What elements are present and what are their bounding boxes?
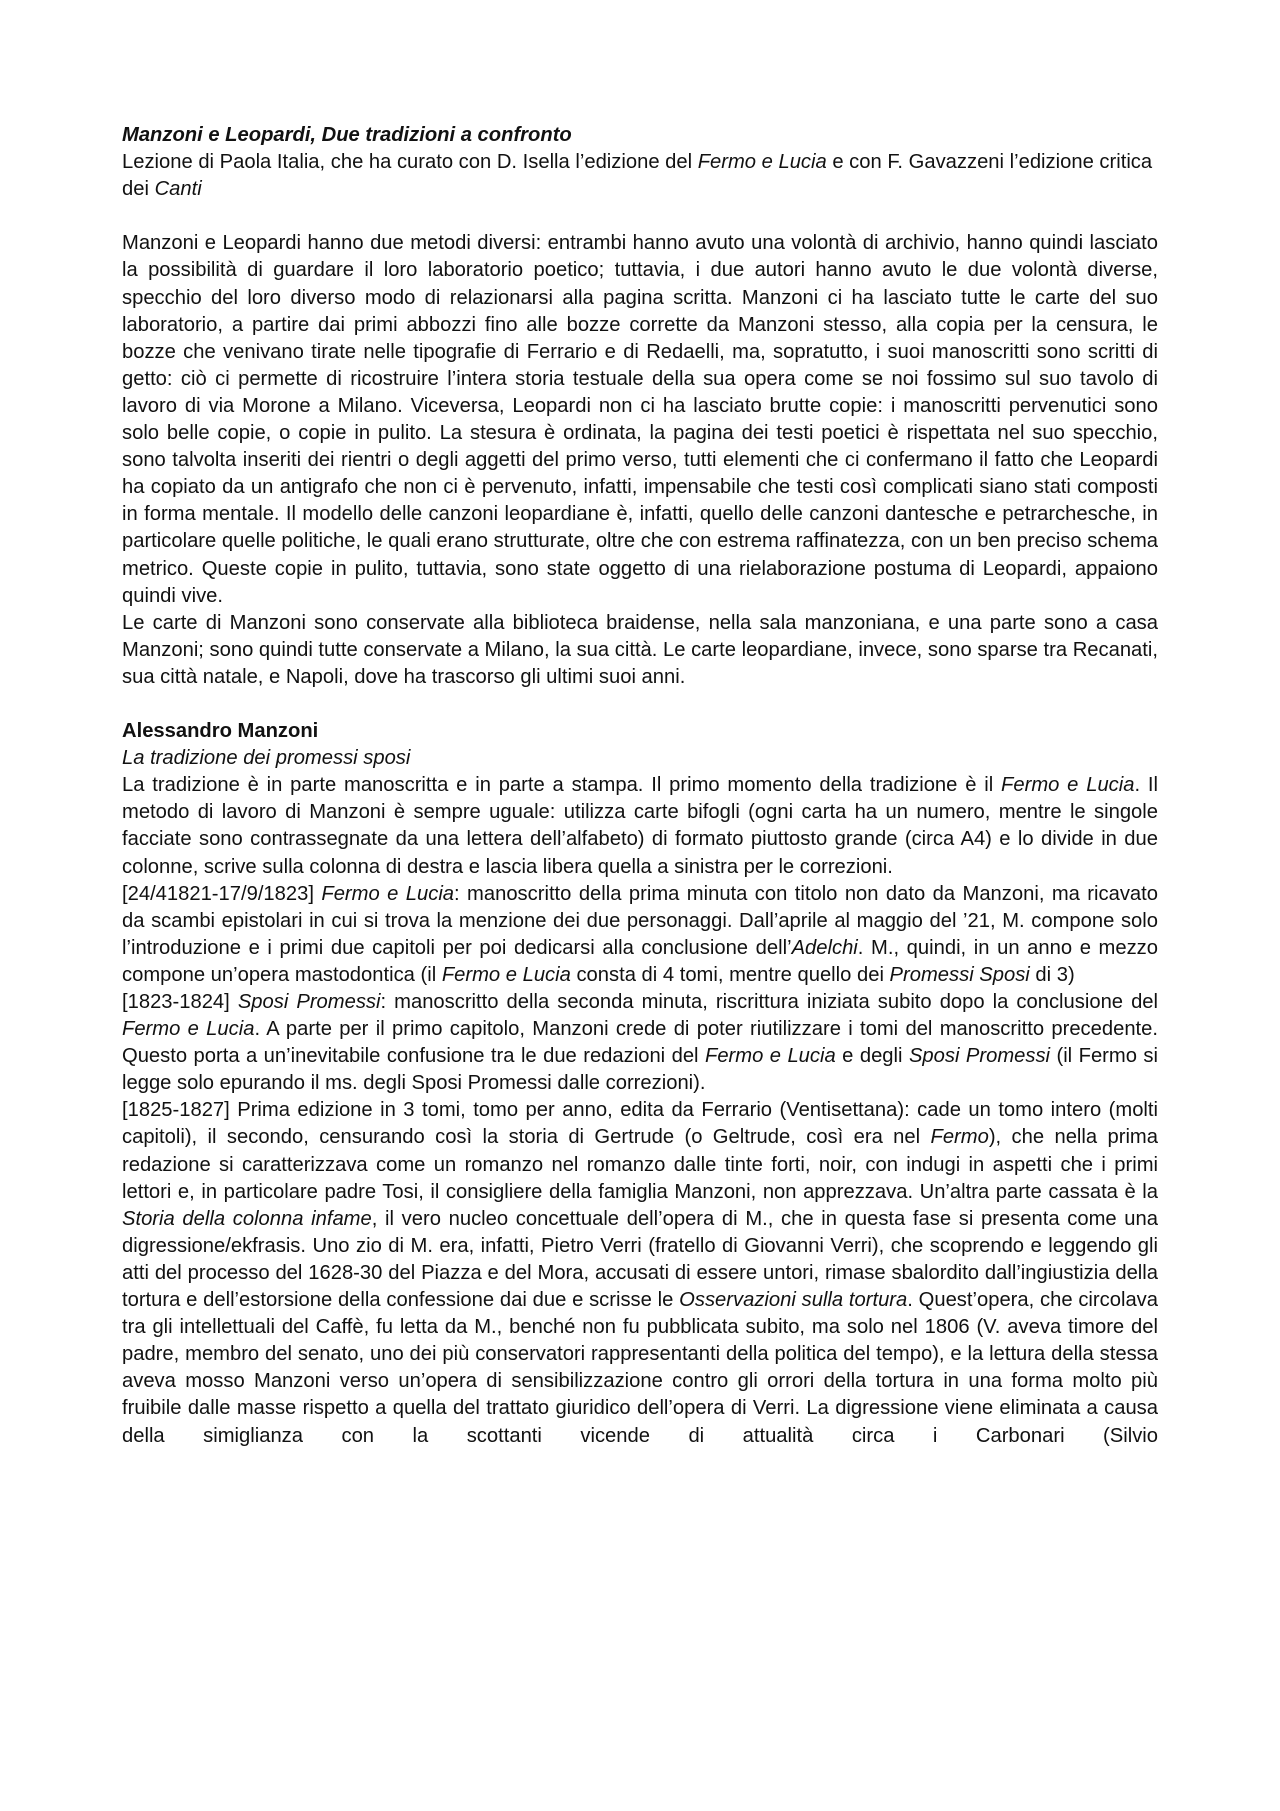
p5-work-title-2: Fermo e Lucia	[122, 1018, 255, 1041]
intro-work-title-1: Fermo e Lucia	[697, 151, 827, 174]
p6-work-title-3: Osservazioni sulla tortura	[679, 1289, 908, 1312]
p6-text-3: , il vero nucleo concettuale dell’opera di M., che in questa fase si presenta come una digressione/ekfrasis. Uno zio di M. era, infatti, Pietro Verri (fratello di Giovanni Verri), che scoprendo e leggendo gli atti del processo del 1628-30 del Piazza e del Mora, accusati di essere untori, rimase sbalordito dall’ingiustizia della tortura e dell’estorsione della confessione dai due e scrisse le	[122, 1207, 1158, 1312]
p5-work-title-3: Fermo e Lucia	[705, 1045, 836, 1068]
p6-work-title-2: Storia della colonna infame	[122, 1207, 372, 1230]
p5-text-2: : manoscritto della seconda minuta, riscrittura iniziata subito dopo la conclusione del	[380, 991, 1159, 1013]
p5-text-4: e degli	[835, 1045, 909, 1068]
intro-work-title-2: Canti	[154, 178, 202, 201]
p5-work-title-4: Sposi Promessi	[908, 1045, 1051, 1068]
p6-text-4: . Quest’opera, che circolava tra gli intellettuali del Caffè, fu letta da M., benché non fu pubblicata subito, ma solo nel 1806 (V. aveva timore del padre, membro del senato, uno dei più conservatori rappresentanti della politica del tempo), e la lettura della stessa aveva mosso Manzoni verso un’opera di sensibilizzazione contro gli orrori della tortura in una forma molto più fruibile dalle masse rispetto a quella del trattato giuridico dell’opera di Verri. La digressione viene eliminata a causa della simiglianza con la scottanti vicende di attualità circa i Carbonari (Silvio	[122, 1289, 1158, 1447]
spacer	[122, 691, 1158, 718]
paragraph-fermo-e-lucia	[122, 881, 1158, 989]
p4-work-title-3: Fermo e Lucia	[441, 963, 571, 986]
p4-text-3: . M., quindi, in un anno e mezzo compone un’opera mastodontica (il	[122, 936, 1159, 986]
paragraph-ventisettana	[122, 1097, 1158, 1449]
paragraph-tradition	[122, 772, 1158, 880]
p4-work-title-1: Fermo e Lucia	[321, 882, 455, 905]
p5-work-title-1: Sposi Promessi	[237, 991, 381, 1013]
p6-work-title-1: Fermo	[930, 1126, 989, 1149]
p5-text-3: . A parte per il primo capitolo, Manzoni crede di poter riutilizzare i tomi del manoscritto precedente. Questo porta a un’inevitabile confusione tra le due redazioni del	[122, 1018, 1158, 1068]
intro-text-1: Lezione di Paola Italia, che ha curato con D. Isella l’edizione del	[122, 151, 698, 174]
section-heading: Alessandro Manzoni	[122, 720, 319, 743]
p4-work-title-4: Promessi Sposi	[889, 963, 1030, 986]
p3-text-2: . Il metodo di lavoro di Manzoni è sempre uguale: utilizza carte bifogli (ogni carta ha un numero, mentre le singole facciate sono contrassegnate da una lettera dell’alfabeto) di formato piuttosto grande (circa A4) e lo divide in due colonne, scrive sulla colonna di destra e lascia libera quella a sinistra per le correzioni.	[122, 774, 1159, 878]
document-page	[122, 122, 1158, 1450]
intro-paragraph	[122, 149, 1158, 203]
p6-text-1: [1825-1827] Prima edizione in 3 tomi, tomo per anno, edita da Ferrario (Ventisettana): cade un tomo intero (molti capitoli), il secondo, censurando così la storia di Gertrude (o Geltrude, così era nel	[122, 1099, 1158, 1149]
paragraph-methods: Manzoni e Leopardi hanno due metodi diversi: entrambi hanno avuto una volontà di archivio, hanno quindi lasciato la possibilità di guardare il loro laboratorio poetico; tuttavia, i due autori hanno avuto le due volontà diverse, specchio del loro diverso modo di relazionarsi alla pagina scritta. Manzoni ci ha lasciato tutte le carte del suo laboratorio, a partire dai primi abbozzi fino alle bozze corrette da Manzoni stesso, alla copia per la censura, le bozze che venivano tirate nelle tipografie di Ferrario e di Redaelli, ma, sopratutto, i suoi manoscritti sono scritti di getto: ciò ci permette di ricostruire l’intera storia testuale della sua opera come se noi fossimo sul suo tavolo di lavoro di via Morone a Milano. Viceversa, Leopardi non ci ha lasciato brutte copie: i manoscritti pervenutici sono solo belle copie, o copie in pulito. La stesura è ordinata, la pagina dei testi poetici è rispettata nel suo specchio, sono talvolta inseriti dei rientri o degli aggetti del primo verso, tutti elementi che ci confermano il fatto che Leopardi ha copiato da un antigrafo che non ci è pervenuto, infatti, impensabile che testi così complicati siano stati composti in forma mentale. Il modello delle canzoni leopardiane è, infatti, quello delle canzoni dantesche e petrarchesche, in particolare quelle politiche, le quali erano strutturate, oltre che con estrema raffinatezza, con un ben preciso schema metrico. Queste copie in pulito, tuttavia, sono state oggetto di una rielaborazione postuma di Leopardi, appaiono quindi vive.	[122, 232, 1158, 607]
p4-text-5: di 3)	[1029, 963, 1075, 986]
paragraph-archives: Le carte di Manzoni sono conservate alla biblioteca braidense, nella sala manzoniana, e una parte sono a casa Manzoni; sono quindi tutte conservate a Milano, la sua città. Le carte leopardiane, invece, sono sparse tra Recanati, sua città natale, e Napoli, dove ha trascorso gli ultimi suoi anni.	[122, 611, 1158, 688]
p5-text-1: [1823-1824]	[122, 991, 238, 1013]
paragraph-sposi-promessi	[122, 989, 1158, 1097]
intro-text-2: e con F. Gavazzeni l’edizione critica dei	[122, 151, 1153, 201]
section-subheading: La tradizione dei promessi sposi	[122, 747, 411, 770]
spacer	[122, 203, 1158, 230]
document-title: Manzoni e Leopardi, Due tradizioni a confronto	[122, 124, 572, 146]
p4-text-4: consta di 4 tomi, mentre quello dei	[570, 963, 890, 986]
p4-text-2: : manoscritto della prima minuta con titolo non dato da Manzoni, ma ricavato da scambi epistolari in cui si trova la menzione dei due personaggi. Dall’aprile al maggio del ’21, M. compone solo l’introduzione e i primi due capitoli per poi dedicarsi alla conclusione dell’	[122, 882, 1158, 959]
p6-text-2: ), che nella prima redazione si caratterizzava come un romanzo nel romanzo dalle tinte forti, noir, con indugi in aspetti che i primi lettori e, in particolare padre Tosi, il consigliere della famiglia Manzoni, non apprezzava. Un’altra parte cassata è la	[122, 1126, 1158, 1203]
p4-text-1: [24/41821-17/9/1823]	[122, 882, 322, 905]
p4-work-title-2: Adelchi	[791, 936, 858, 959]
p3-work-title-1: Fermo e Lucia	[1001, 774, 1135, 797]
p3-text-1: La tradizione è in parte manoscritta e in parte a stampa. Il primo momento della tradizione è il	[122, 774, 1002, 797]
p5-text-5: (il Fermo si legge solo epurando il ms. degli Sposi Promessi dalle correzioni).	[122, 1045, 1158, 1095]
